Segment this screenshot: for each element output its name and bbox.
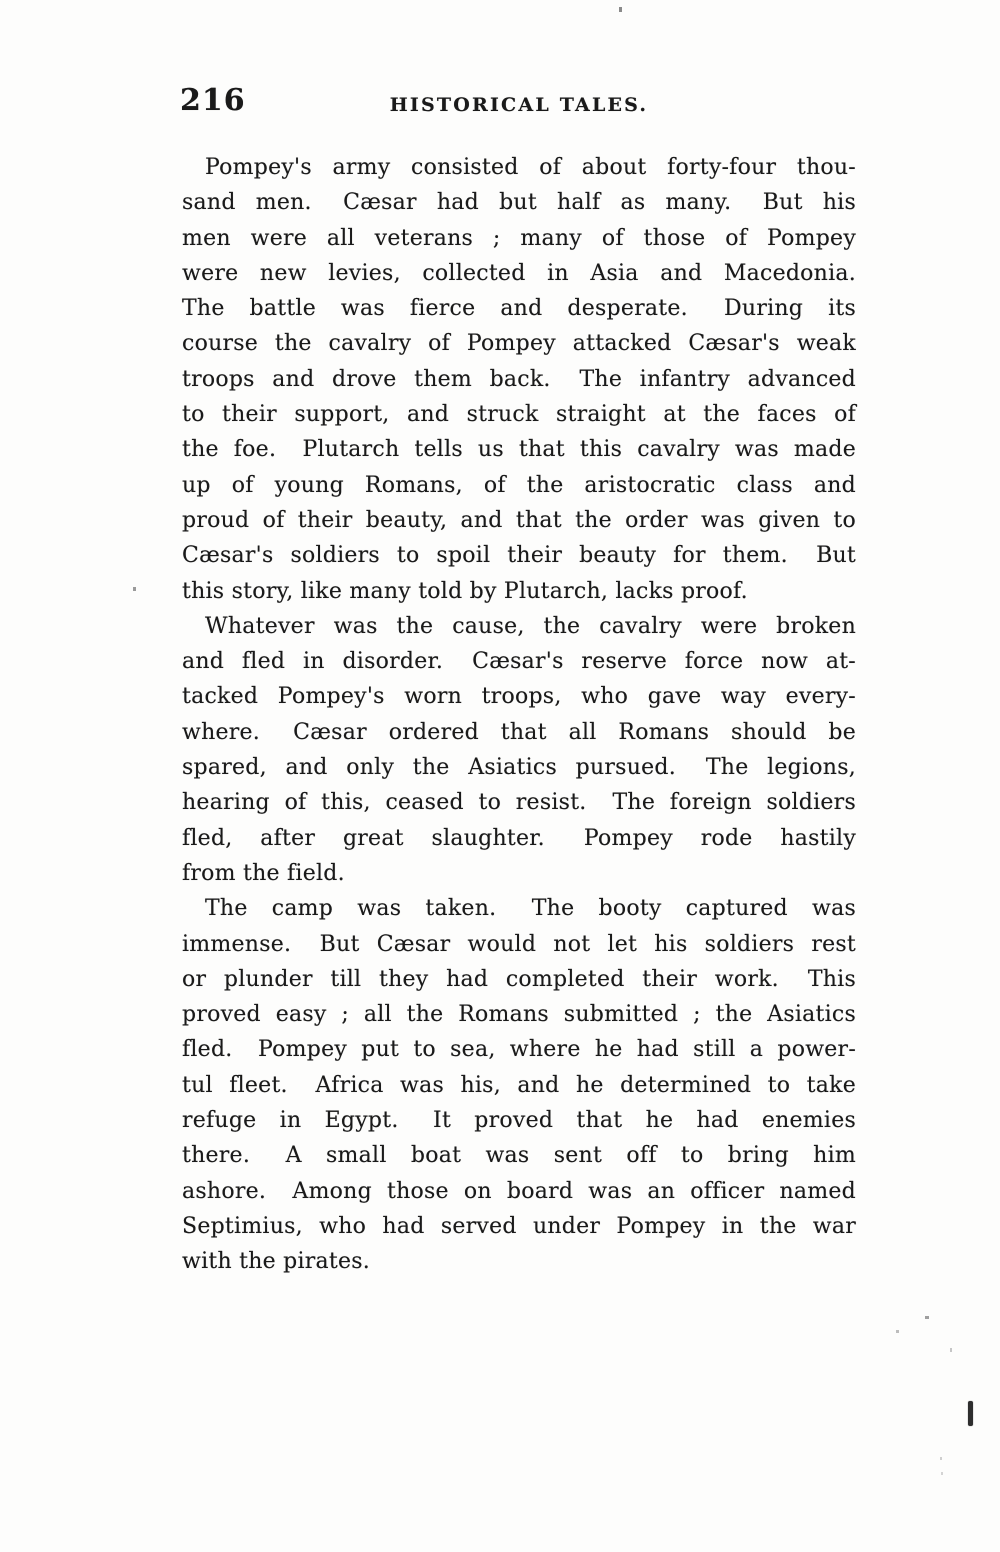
scan-artifact (941, 1472, 943, 1475)
text-line: fled, after great slaughter. Pompey rode hastily (182, 825, 856, 851)
text-line: men were all veterans ; many of those of Pompey (182, 225, 856, 251)
text-line: Cæsar's soldiers to spoil their beauty for them. But (182, 543, 856, 569)
text-line: with the pirates. (182, 1249, 371, 1275)
text-line: Whatever was the cause, the cavalry were broken (205, 613, 856, 639)
text-line: spared, and only the Asiatics pursued. The legions, (182, 755, 856, 781)
text-line: to their support, and struck straight at the faces of (182, 402, 856, 428)
text-line: troops and drove them back. The infantry advanced (182, 366, 856, 392)
text-line: tacked Pompey's worn troops, who gave way every- (182, 684, 856, 710)
text-line: immense. But Cæsar would not let his soldiers rest (182, 931, 856, 957)
running-title: HISTORICAL TALES. (389, 94, 649, 116)
page-body (182, 150, 856, 1280)
page-header (180, 83, 856, 118)
paragraph (182, 891, 856, 1279)
text-line: ashore. Among those on board was an officer named (182, 1178, 856, 1204)
text-line: refuge in Egypt. It proved that he had enemies (182, 1108, 856, 1134)
scan-artifact (925, 1316, 929, 1319)
text-line: Septimius, who had served under Pompey in the war (182, 1213, 856, 1239)
text-line: proved easy ; all the Romans submitted ; the Asiatics (182, 1002, 856, 1028)
text-line: sand men. Cæsar had but half as many. But his (182, 190, 856, 216)
text-line: The camp was taken. The booty captured was (205, 896, 856, 922)
text-line: this story, like many told by Plutarch, lacks proof. (182, 578, 748, 604)
text-line: where. Cæsar ordered that all Romans should be (182, 719, 856, 745)
text-line: course the cavalry of Pompey attacked Cæsar's weak (182, 331, 856, 357)
text-line: Pompey's army consisted of about forty-four thou- (205, 155, 856, 180)
text-line: fled. Pompey put to sea, where he had still a power- (182, 1037, 856, 1063)
paragraph (182, 150, 856, 609)
text-line: proud of their beauty, and that the order was given to (182, 507, 856, 533)
scan-artifact (940, 1457, 942, 1460)
text-line: there. A small boat was sent off to bring him (182, 1143, 856, 1169)
scan-artifact (968, 1401, 973, 1426)
scan-artifact (896, 1330, 899, 1333)
text-line: The battle was fierce and desperate. During its (182, 296, 856, 322)
scan-artifact (133, 587, 136, 591)
text-line: and fled in disorder. Cæsar's reserve force now at- (182, 649, 856, 675)
text-line: from the field. (182, 860, 345, 886)
text-line: the foe. Plutarch tells us that this cavalry was made (182, 437, 856, 463)
scan-artifact (950, 1348, 952, 1352)
text-line: or plunder till they had completed their work. This (182, 966, 856, 992)
paragraph (182, 609, 856, 891)
text-line: up of young Romans, of the aristocratic class and (182, 472, 856, 498)
text-line: hearing of this, ceased to resist. The foreign soldiers (182, 790, 856, 816)
page-number: 216 (180, 83, 246, 118)
text-line: tul fleet. Africa was his, and he determined to take (182, 1072, 856, 1098)
text-line: were new levies, collected in Asia and Macedonia. (182, 260, 856, 286)
scan-artifact (619, 7, 622, 12)
